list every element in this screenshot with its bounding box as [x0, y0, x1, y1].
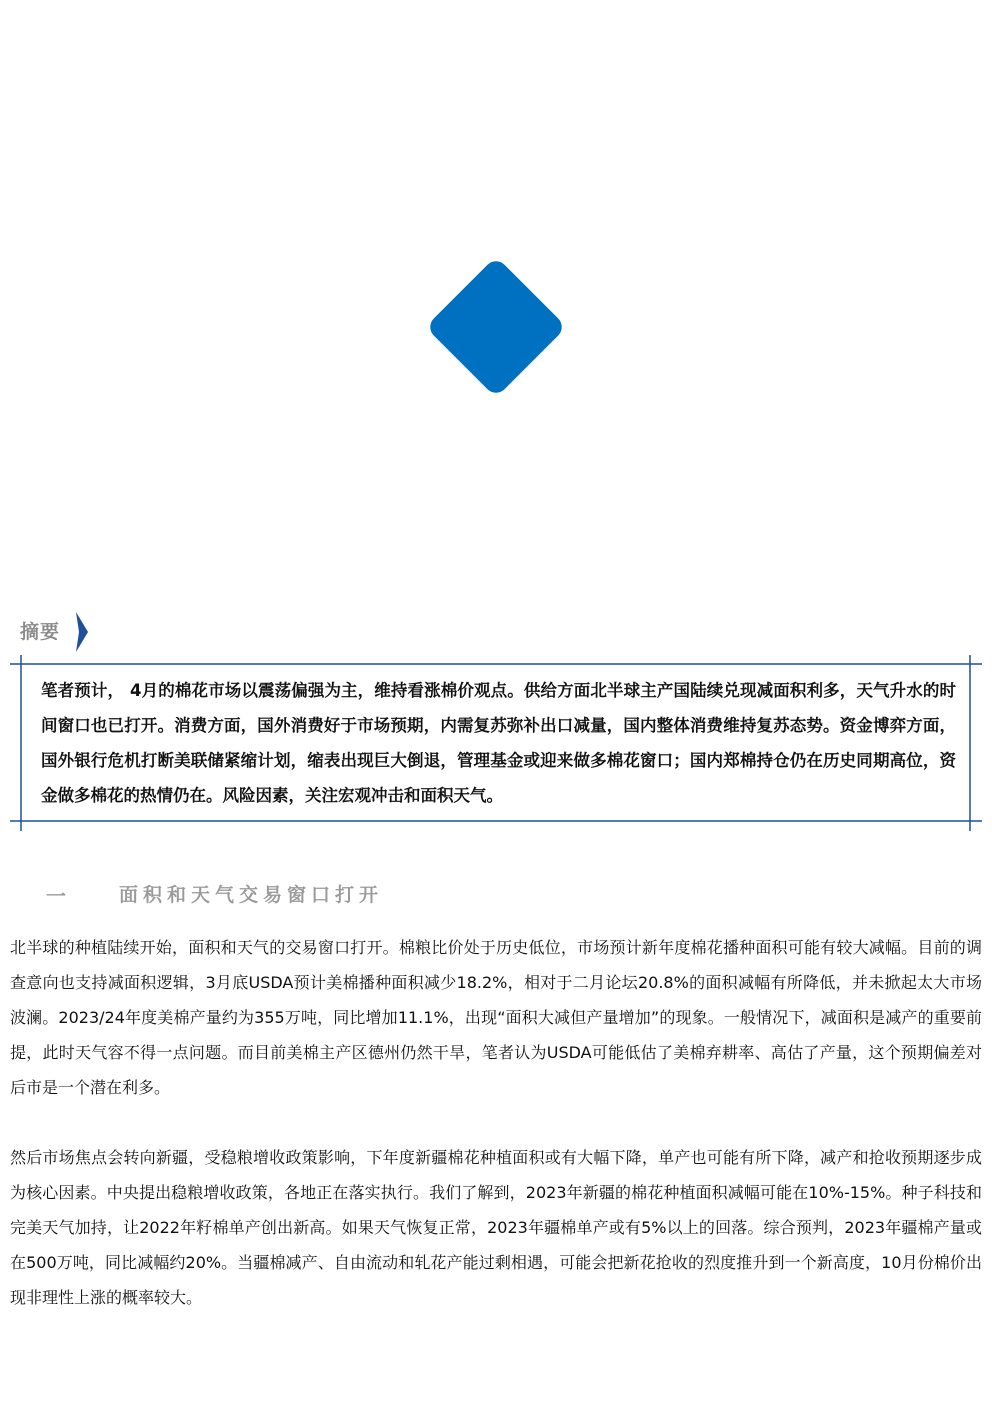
abstract-text: 笔者预计， 4月的棉花市场以震荡偏强为主，维持看涨棉价观点。供给方面北半球主产国陆续兑现减面积利多，天气升水的时间窗口也已打开。消费方面，国外消费好于市场预期，内需复苏弥补出口减量，国内整体消费维持复苏态势。资金博弈方面，国外银行危机打断美联储紧缩计划，缩表出现巨大倒退，管理基金或迎来做多棉花窗口；国内郑棉持仓仍在历史同期高位，资金做多棉花的热情仍在。风险因素，关注宏观冲击和面积天气。 [41, 681, 956, 805]
chevron-right-icon [76, 612, 88, 652]
abstract-box [10, 655, 982, 831]
section-title: 面积和天气交易窗口打开 [119, 884, 384, 906]
body-paragraph: 北半球的种植陆续开始，面积和天气的交易窗口打开。棉粮比价处于历史低位，市场预计新年度棉花播种面积可能有较大减幅。目前的调查意向也支持减面积逻辑，3月底USDA预计美棉播种面积减少18.2%，相对于二月论坛20.8%的面积减幅有所降低，并未掀起太大市场波澜。2023/24年度美棉产量约为355万吨，同比增加11.1%，出现“面积大减但产量增加”的现象。一般情况下，减面积是减产的重要前提，此时天气容不得一点问题。而目前美棉主产区德州仍然干旱，笔者认为USDA可能低估了美棉弃耕率、高估了产量，这个预期偏差对后市是一个潜在利多。 [10, 938, 982, 1097]
abstract-title: 摘要 [20, 621, 61, 643]
section-number: 一 [46, 884, 66, 908]
body-paragraph: 然后市场焦点会转向新疆，受稳粮增收政策影响，下年度新疆棉花种植面积或有大幅下降，单产也可能有所下降，减产和抢收预期逐步成为核心因素。中央提出稳粮增收政策，各地正在落实执行。我们了解到，2023年新疆的棉花种植面积减幅可能在10%-15%。种子科技和完美天气加持，让2022年籽棉单产创出新高。如果天气恢复正常，2023年疆棉单产或有5%以上的回落。综合预判，2023年疆棉产量或在500万吨，同比减幅约20%。当疆棉减产、自由流动和轧花产能过剩相遇，可能会把新花抢收的烈度推升到一个新高度，10月份棉价出现非理性上涨的概率较大。 [10, 1148, 982, 1307]
logo-diamond-icon [424, 255, 568, 399]
abstract-heading [20, 612, 140, 652]
